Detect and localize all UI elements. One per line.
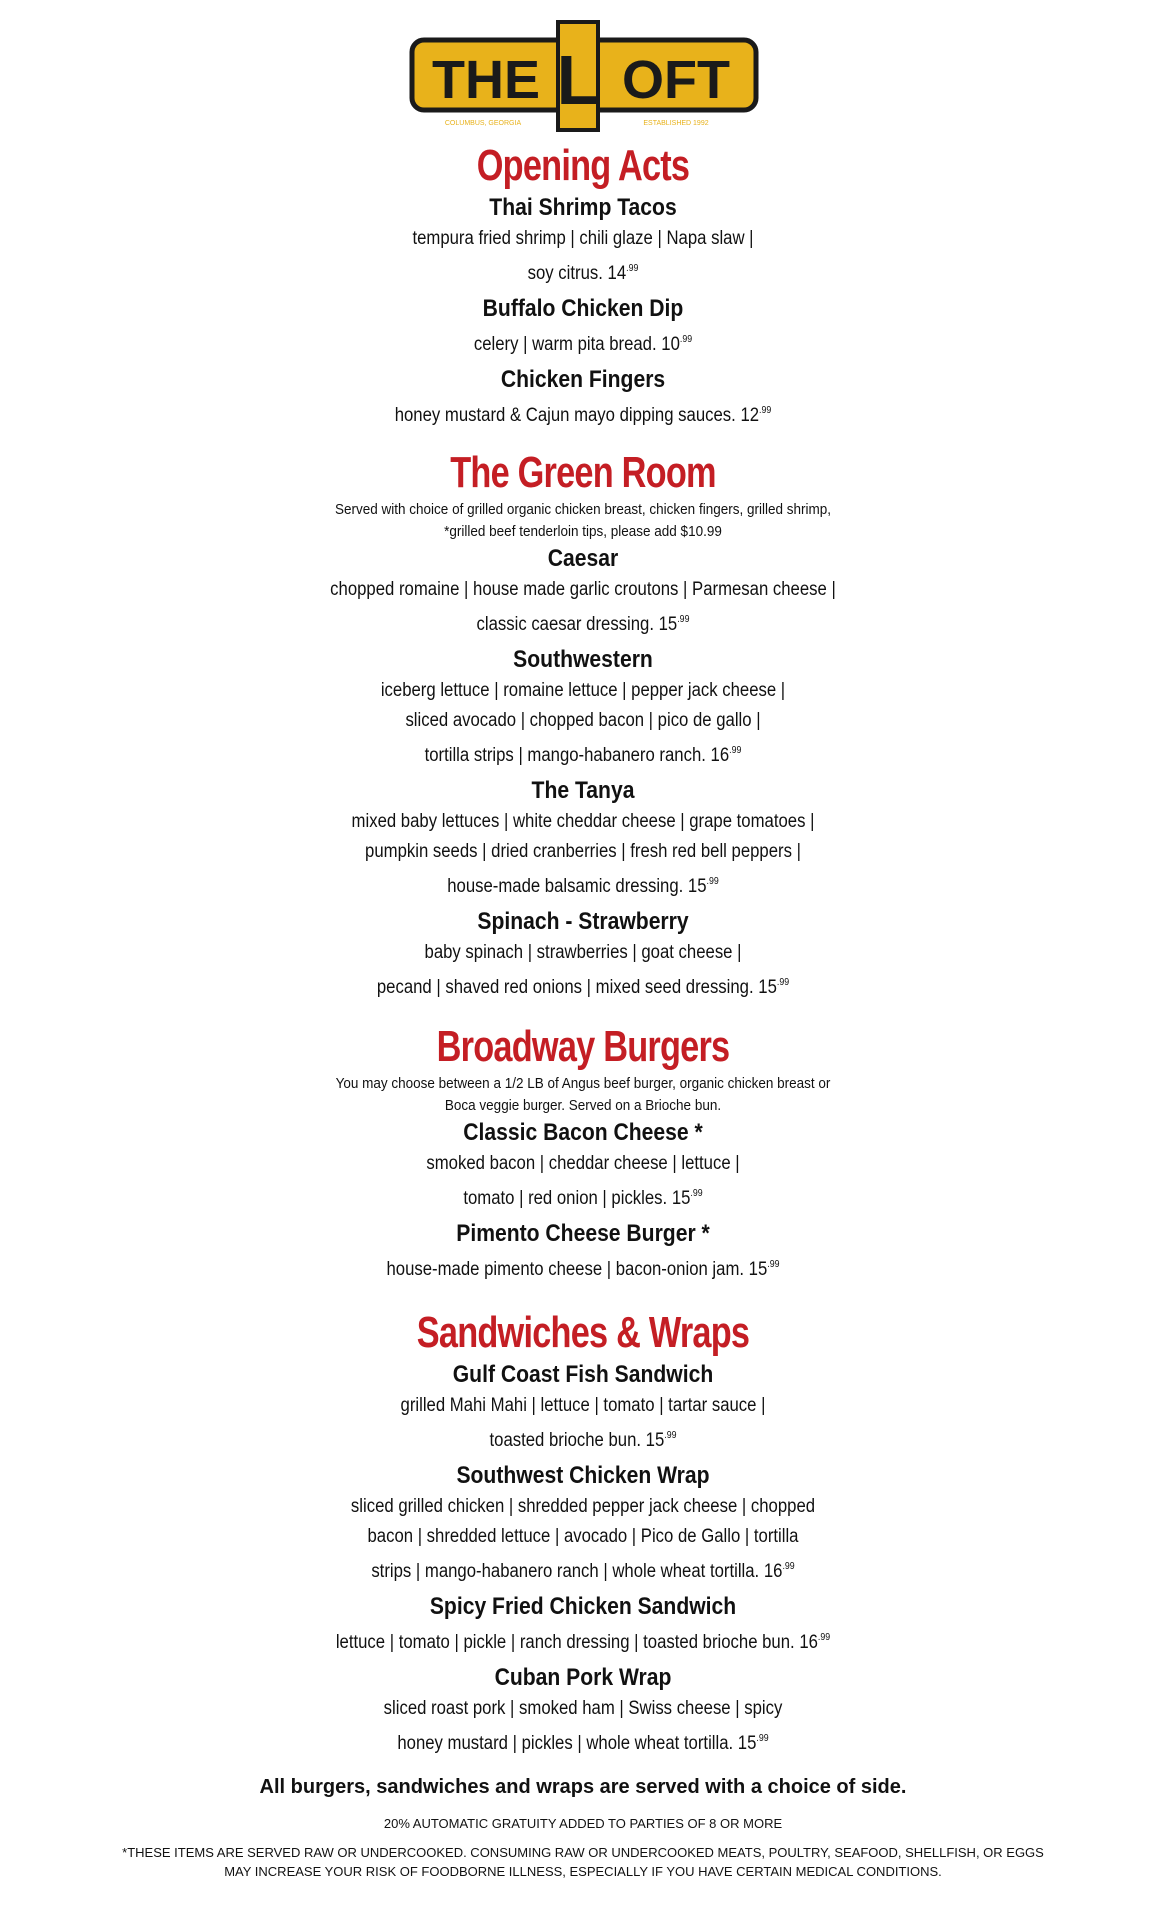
- item-description: [70, 1391, 1096, 1421]
- item-description: [70, 1421, 1096, 1456]
- item-description-text: mixed baby lettuces | white cheddar cheese | grape tomatoes |: [351, 811, 815, 832]
- menu-item: [0, 1359, 1166, 1456]
- item-description: [70, 968, 1096, 1003]
- menu-item: [0, 192, 1166, 289]
- section-note: Boca veggie burger. Served on a Brioche bun.: [444, 1097, 722, 1114]
- item-name: Caesar: [547, 545, 619, 572]
- menu-footer: [0, 1773, 1166, 1881]
- item-description: [70, 706, 1096, 736]
- item-description-text: pecand | shaved red onions | mixed seed dressing. 15: [376, 977, 777, 998]
- item-description-text: smoked bacon | cheddar cheese | lettuce |: [426, 1153, 740, 1174]
- item-name: Spicy Fried Chicken Sandwich: [429, 1593, 737, 1620]
- item-description: [70, 1522, 1096, 1552]
- item-description: [70, 575, 1096, 605]
- price-cents: .99: [729, 745, 742, 756]
- item-description: [70, 676, 1096, 706]
- item-description-text: celery | warm pita bread. 10: [473, 334, 680, 355]
- price-cents: .99: [756, 1733, 769, 1744]
- price-cents: .99: [759, 405, 772, 416]
- item-description-text: sliced roast pork | smoked ham | Swiss cheese | spicy: [383, 1698, 783, 1719]
- item-description-text: bacon | shredded lettuce | avocado | Pico de Gallo | tortilla: [367, 1526, 799, 1547]
- menu-item: [0, 1117, 1166, 1214]
- item-description-text: toasted brioche bun. 15: [489, 1430, 665, 1451]
- item-description: [70, 224, 1096, 254]
- item-description-text: sliced grilled chicken | shredded pepper jack cheese | chopped: [350, 1496, 816, 1517]
- price-cents: .99: [664, 1430, 677, 1441]
- item-name: Pimento Cheese Burger *: [456, 1220, 710, 1247]
- disclaimer-line: MAY INCREASE YOUR RISK OF FOODBORNE ILLNESS, ESPECIALLY IF YOU HAVE CERTAIN MEDICAL CONDITIONS.: [224, 1864, 942, 1879]
- item-description-text: strips | mango-habanero ranch | whole wheat tortilla. 16: [371, 1561, 783, 1582]
- item-description: [70, 1724, 1096, 1759]
- item-description-text: soy citrus. 14: [527, 263, 627, 284]
- item-description-text: iceberg lettuce | romaine lettuce | pepper jack cheese |: [380, 680, 786, 701]
- item-name: Classic Bacon Cheese *: [463, 1119, 703, 1146]
- item-description-text: sliced avocado | chopped bacon | pico de gallo |: [405, 710, 761, 731]
- the-loft-logo: [408, 20, 760, 134]
- section-title: The Green Room: [450, 448, 716, 497]
- gratuity-note: 20% AUTOMATIC GRATUITY ADDED TO PARTIES OF 8 OR MORE: [383, 1816, 783, 1831]
- side-note: All burgers, sandwiches and wraps are served with a choice of side.: [259, 1776, 907, 1798]
- menu-item: [0, 364, 1166, 431]
- item-description-text: house-made balsamic dressing. 15: [447, 876, 707, 897]
- price-cents: .99: [626, 263, 639, 274]
- menu-item: [0, 1662, 1166, 1759]
- item-description: [70, 1694, 1096, 1724]
- menu-item: [0, 1460, 1166, 1587]
- menu-section: [0, 1307, 1166, 1759]
- price-cents: .99: [690, 1188, 703, 1199]
- menu-item: [0, 644, 1166, 771]
- price-cents: .99: [677, 614, 690, 625]
- logo-established-text: ESTABLISHED 1992: [643, 120, 709, 127]
- section-title: Broadway Burgers: [436, 1022, 730, 1071]
- item-description-text: pumpkin seeds | dried cranberries | fresh red bell peppers |: [365, 841, 801, 862]
- item-name: Southwest Chicken Wrap: [456, 1462, 710, 1489]
- item-description: [70, 867, 1096, 902]
- section-note: You may choose between a 1/2 LB of Angus beef burger, organic chicken breast or: [335, 1075, 831, 1092]
- item-name: Buffalo Chicken Dip: [482, 295, 684, 322]
- item-name: Spinach - Strawberry: [477, 908, 689, 935]
- price-cents: .99: [782, 1561, 795, 1572]
- section-title: Opening Acts: [476, 141, 690, 190]
- menu-item: [0, 1218, 1166, 1285]
- logo-location-text: COLUMBUS, GEORGIA: [444, 120, 522, 127]
- item-description: [70, 837, 1096, 867]
- menu-section: [0, 1021, 1166, 1285]
- item-name: The Tanya: [531, 777, 635, 804]
- item-description: [70, 1492, 1096, 1522]
- item-description-text: chopped romaine | house made garlic croutons | Parmesan cheese |: [330, 579, 836, 600]
- section-note: Served with choice of grilled organic chicken breast, chicken fingers, grilled shrimp,: [335, 501, 831, 518]
- item-name: Cuban Pork Wrap: [494, 1664, 672, 1691]
- logo-the-text: THE: [432, 50, 540, 110]
- menu-section: [0, 447, 1166, 1003]
- item-description: [70, 605, 1096, 640]
- disclaimer-line: *THESE ITEMS ARE SERVED RAW OR UNDERCOOKED. CONSUMING RAW OR UNDERCOOKED MEATS, POULTRY, SEAFOOD, SHELLFISH, OR EGGS: [122, 1845, 1044, 1860]
- item-description-text: tempura fried shrimp | chili glaze | Napa slaw |: [412, 228, 754, 249]
- menu-item: [0, 543, 1166, 640]
- item-description-text: tortilla strips | mango-habanero ranch. 16: [424, 745, 730, 766]
- price-cents: .99: [706, 876, 719, 887]
- logo-oft-text: OFT: [622, 50, 730, 110]
- item-description-text: baby spinach | strawberries | goat cheese |: [424, 942, 742, 963]
- menu-item: [0, 293, 1166, 360]
- item-description-text: honey mustard & Cajun mayo dipping sauces. 12: [394, 405, 760, 426]
- price-cents: .99: [767, 1259, 780, 1270]
- menu-item: [0, 906, 1166, 1003]
- item-description: [70, 938, 1096, 968]
- menu-item: [0, 1591, 1166, 1658]
- menu-item: [0, 775, 1166, 902]
- item-description-text: house-made pimento cheese | bacon-onion jam. 15: [386, 1259, 768, 1280]
- item-description: [70, 1623, 1096, 1658]
- item-description-text: honey mustard | pickles | whole wheat tortilla. 15: [397, 1733, 757, 1754]
- section-note: *grilled beef tenderloin tips, please add $10.99: [444, 523, 722, 540]
- item-description: [70, 396, 1096, 431]
- price-cents: .99: [776, 977, 790, 988]
- item-description: [70, 1552, 1096, 1587]
- item-name: Gulf Coast Fish Sandwich: [452, 1361, 714, 1388]
- item-description: [70, 254, 1096, 289]
- price-cents: .99: [817, 1632, 831, 1643]
- item-description-text: tomato | red onion | pickles. 15: [463, 1188, 691, 1209]
- item-description: [70, 1250, 1096, 1285]
- item-description: [70, 1149, 1096, 1179]
- item-description-text: classic caesar dressing. 15: [476, 614, 678, 635]
- item-description: [70, 1179, 1096, 1214]
- item-description-text: grilled Mahi Mahi | lettuce | tomato | tartar sauce |: [400, 1395, 766, 1416]
- item-name: Chicken Fingers: [500, 366, 666, 393]
- item-description: [70, 736, 1096, 771]
- item-description-text: lettuce | tomato | pickle | ranch dressing | toasted brioche bun. 16: [335, 1632, 818, 1653]
- item-description: [70, 325, 1096, 360]
- price-cents: .99: [679, 334, 693, 345]
- item-description: [70, 807, 1096, 837]
- section-title: Sandwiches & Wraps: [416, 1308, 750, 1357]
- logo-l-text: L: [556, 41, 600, 119]
- menu-section: [0, 140, 1166, 431]
- item-name: Southwestern: [513, 646, 653, 673]
- menu-body: [0, 140, 1166, 1881]
- item-name: Thai Shrimp Tacos: [489, 194, 677, 221]
